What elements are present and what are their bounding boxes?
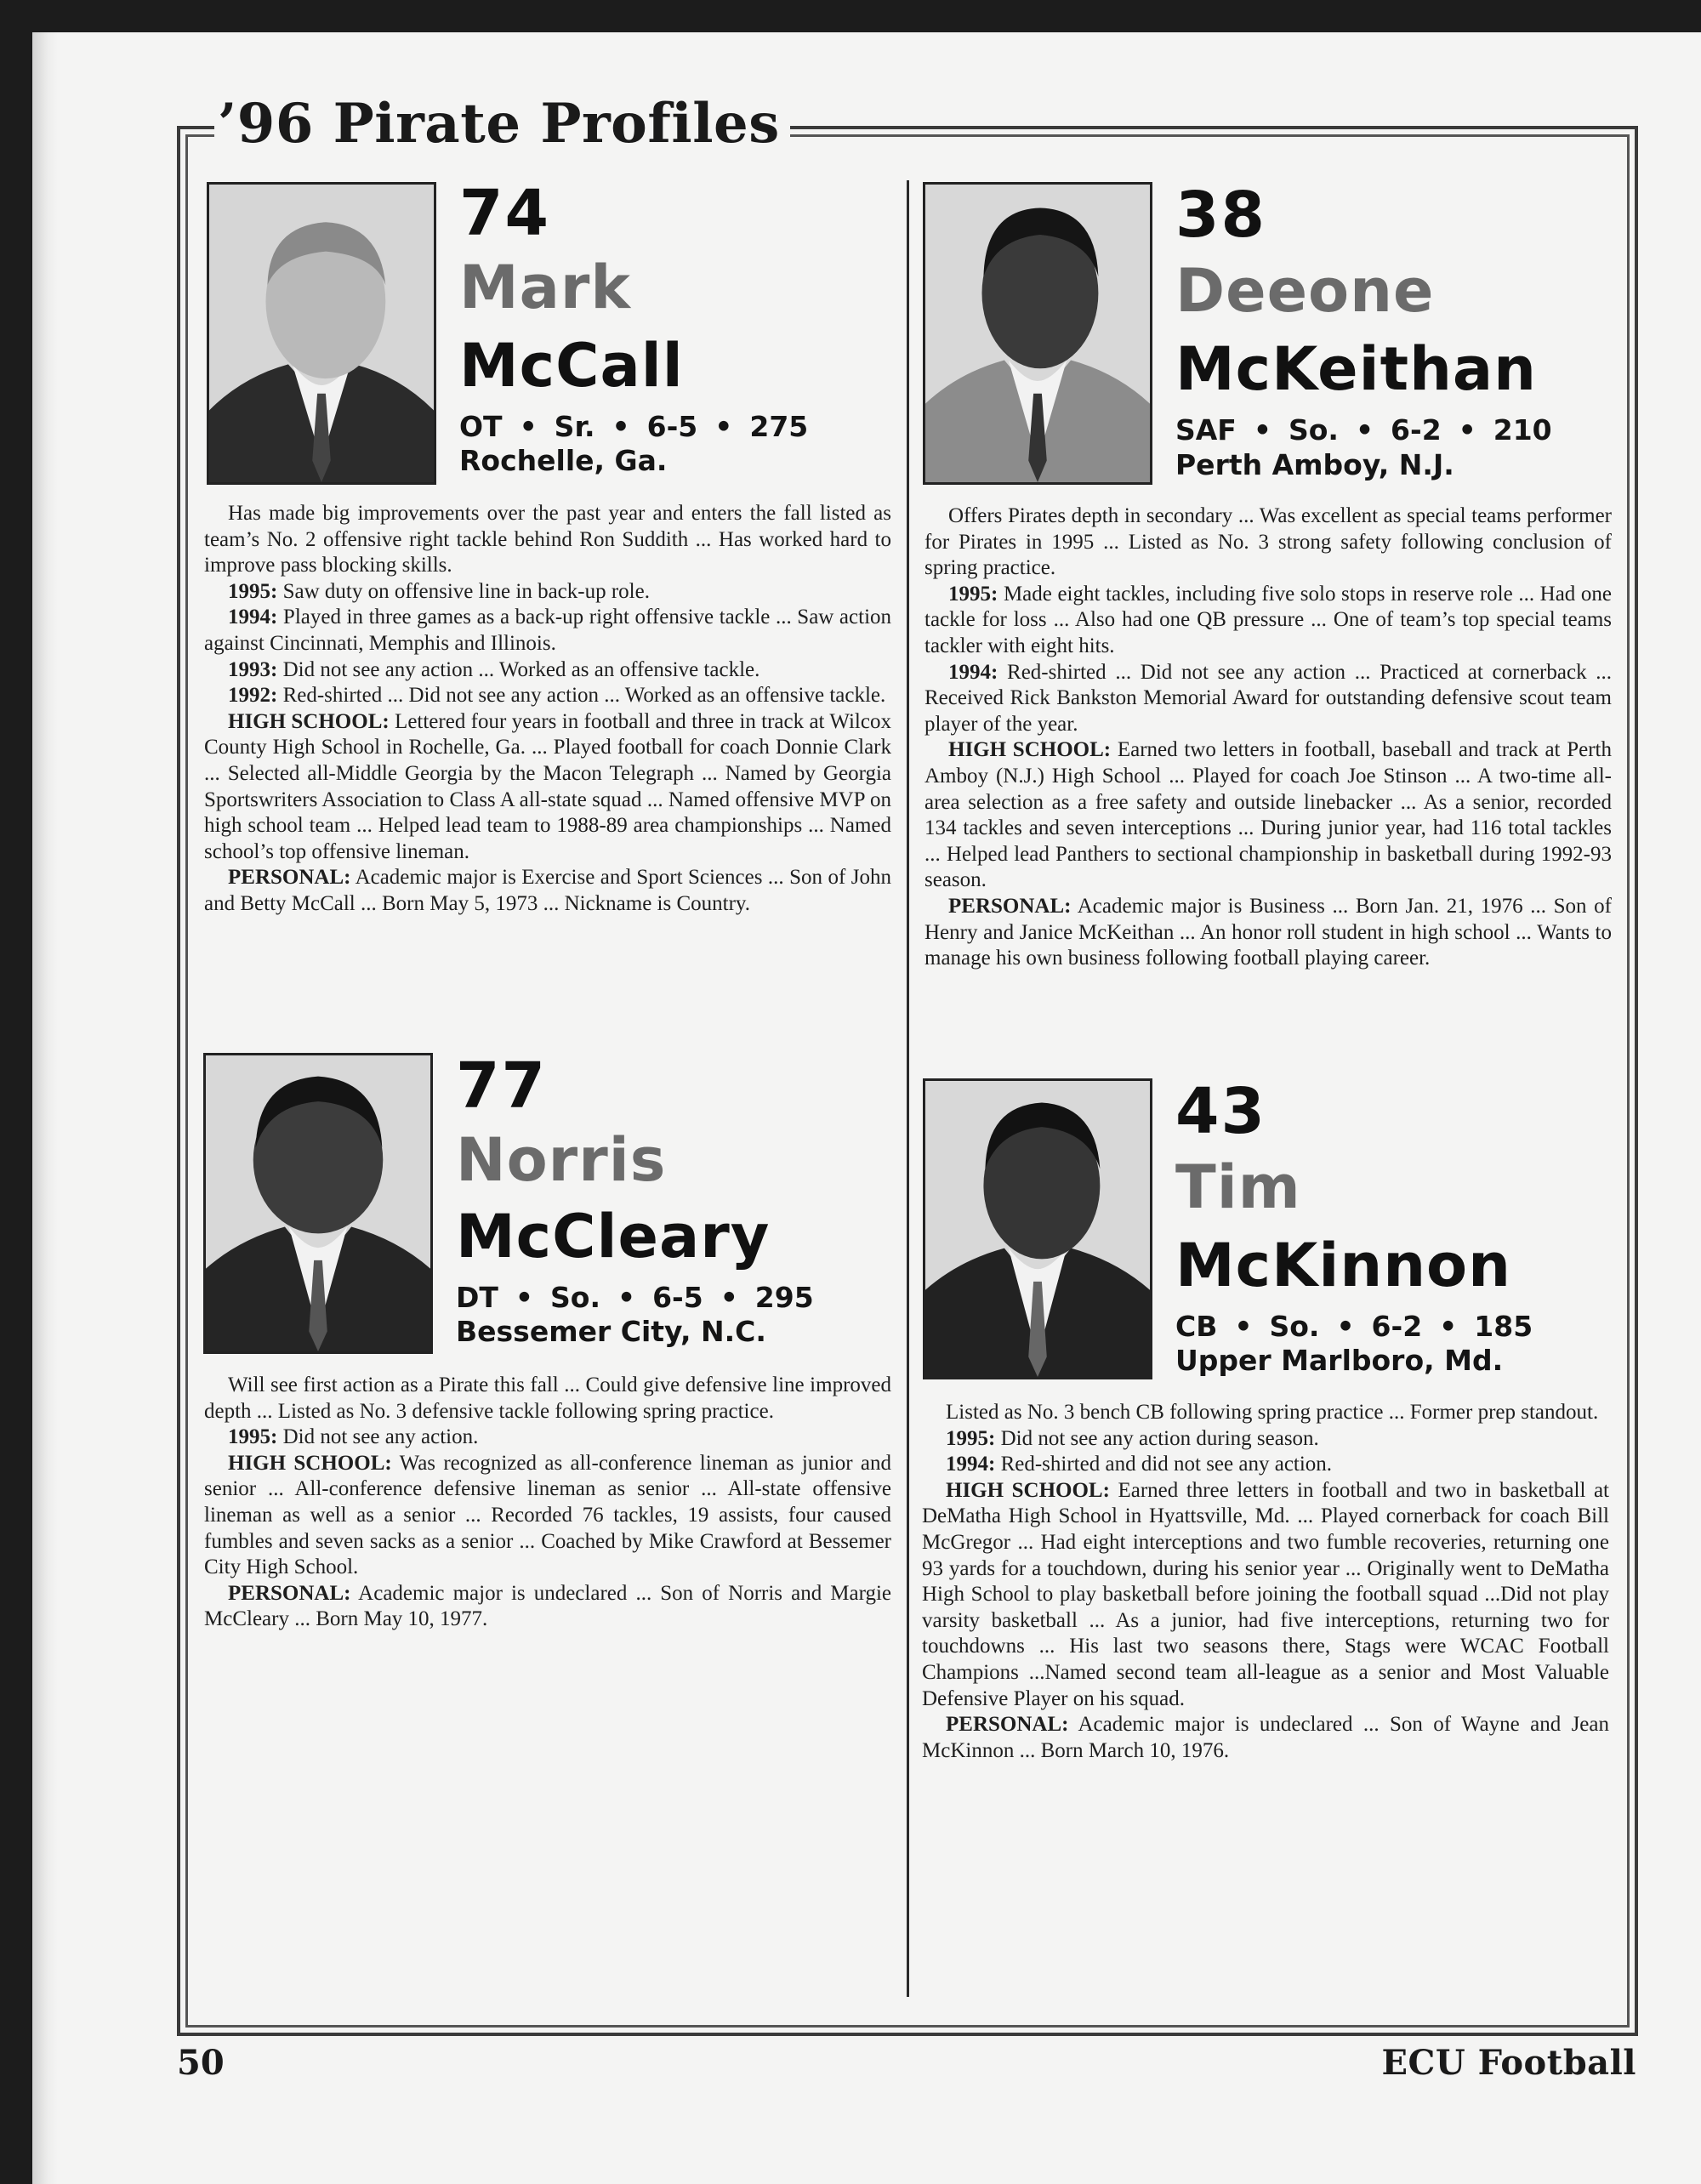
bio-paragraph: 1994: Played in three games as a back-up right offensive tackle ... Saw action against Cincinnati, Memphis and Illinois.: [204, 606, 892, 655]
player-vitals: CB • So. • 6-2 • 185: [1175, 1310, 1533, 1343]
first-name: Tim: [1175, 1152, 1301, 1222]
weight: 295: [754, 1281, 814, 1314]
bio-intro: Offers Pirates depth in secondary ... Was excellent as special teams performer for Pirates in 1995 ... Listed as No. 3 strong safety following conclusion of spring practice.: [924, 504, 1612, 580]
bio-paragraph: HIGH SCHOOL: Was recognized as all-conference lineman as junior and senior ... All-conference defensive lineman as senior ... All-state offensive lineman as well as a senior ... Recorded 76 tackles, 19 assists, four caused fumbles and seven sacks as a senior ... Coached by Mike Crawford at Bessemer City High School.: [204, 1451, 891, 1579]
position: SAF: [1175, 413, 1237, 446]
last-name: McCleary: [456, 1202, 771, 1271]
headshot-placeholder-icon: [925, 1081, 1150, 1377]
position: DT: [456, 1281, 498, 1314]
position: OT: [459, 410, 503, 443]
bio-paragraph: 1995: Did not see any action during season.: [946, 1426, 1319, 1450]
class-year: Sr.: [554, 410, 595, 443]
publication-name: ECU Football: [1381, 2043, 1636, 2083]
player-vitals: DT • So. • 6-5 • 295: [456, 1281, 814, 1314]
first-name: Norris: [456, 1125, 667, 1195]
last-name: McCall: [459, 331, 684, 401]
bio-intro: Will see first action as a Pirate this fall ... Could give defensive line improved depth ... Listed as No. 3 defensive tackle following spring practice.: [204, 1374, 891, 1423]
hometown: Rochelle, Ga.: [459, 444, 668, 477]
height: 6-2: [1371, 1310, 1423, 1343]
class-year: So.: [1269, 1310, 1320, 1343]
player-headshot-photo: [923, 182, 1152, 485]
last-name: McKinnon: [1175, 1231, 1511, 1300]
bio-paragraph: PERSONAL: Academic major is Business ... Born Jan. 21, 1976 ... Son of Henry and Janice McKeithan ... An honor roll student in high school ... Wants to manage his own business following football playing career.: [924, 894, 1613, 970]
class-year: So.: [1288, 413, 1339, 446]
jersey-number: 38: [1175, 179, 1266, 252]
hometown: Upper Marlboro, Md.: [1175, 1344, 1504, 1377]
bio-paragraph: 1992: Red-shirted ... Did not see any action ... Worked as an offensive tackle.: [228, 684, 886, 708]
position: CB: [1175, 1310, 1218, 1343]
height: 6-5: [652, 1281, 703, 1314]
player-vitals: SAF • So. • 6-2 • 210: [1175, 413, 1552, 446]
bio-paragraph: PERSONAL: Academic major is Exercise and Sport Sciences ... Son of John and Betty McCall ... Born May 5, 1973 ... Nickname is Country.: [204, 866, 891, 915]
height: 6-2: [1391, 413, 1442, 446]
last-name: McKeithan: [1175, 334, 1538, 404]
player-headshot-photo: [207, 182, 436, 485]
player-bio: [922, 1400, 1609, 1764]
bio-paragraph: 1994: Red-shirted and did not see any action.: [946, 1453, 1333, 1476]
bio-paragraph: 1995: Saw duty on offensive line in back-up role.: [228, 579, 650, 603]
weight: 185: [1474, 1310, 1533, 1343]
player-bio: [924, 503, 1612, 972]
headshot-placeholder-icon: [209, 185, 434, 482]
bio-paragraph: PERSONAL: Academic major is undeclared ... Son of Norris and Margie McCleary ... Born May 10, 1977.: [204, 1581, 892, 1631]
page-binding-shadow: [32, 32, 58, 2184]
bio-paragraph: 1993: Did not see any action ... Worked as an offensive tackle.: [228, 657, 760, 681]
page-title: ’96 Pirate Profiles: [214, 92, 790, 156]
first-name: Mark: [459, 253, 631, 322]
bio-paragraph: 1994: Red-shirted ... Did not see any action ... Practiced at cornerback ... Received Rick Bankston Memorial Award for outstanding defensive scout team player of the year.: [924, 660, 1612, 736]
player-headshot-photo: [923, 1078, 1152, 1379]
class-year: So.: [550, 1281, 600, 1314]
bio-paragraph: HIGH SCHOOL: Earned two letters in football, baseball and track at Perth Amboy (N.J.) High School ... Played for coach Joe Stinson ... A two-time all-area selection as a free safety and outside linebacker ... As a senior, recorded 134 tackles and seven interceptions ... During junior year, had 116 total tackles ... Helped lead Panthers to sectional championship in basketball during 1992-93 season.: [924, 738, 1612, 892]
bio-paragraph: 1995: Made eight tackles, including five solo stops in reserve role ... Had one tackle for loss ... Also had one QB pressure ... One of team’s top special teams tackler with eight hits.: [924, 582, 1613, 657]
bio-paragraph: PERSONAL: Academic major is undeclared ... Son of Wayne and Jean McKinnon ... Born March 10, 1976.: [922, 1713, 1609, 1762]
hometown: Bessemer City, N.C.: [456, 1315, 766, 1348]
jersey-number: 43: [1175, 1075, 1266, 1148]
bio-paragraph: 1995: Did not see any action.: [228, 1425, 479, 1449]
hometown: Perth Amboy, N.J.: [1175, 448, 1454, 481]
page-number: 50: [177, 2043, 225, 2083]
player-headshot-photo: [203, 1053, 433, 1354]
headshot-placeholder-icon: [925, 185, 1150, 482]
bio-intro: Listed as No. 3 bench CB following spring practice ... Former prep standout.: [946, 1401, 1599, 1424]
player-bio: [204, 501, 891, 918]
jersey-number: 74: [459, 177, 550, 250]
player-vitals: OT • Sr. • 6-5 • 275: [459, 410, 809, 443]
player-bio: [204, 1373, 891, 1633]
column-divider: [907, 180, 909, 1997]
headshot-placeholder-icon: [206, 1055, 430, 1351]
first-name: Deeone: [1175, 256, 1435, 326]
bio-intro: Has made big improvements over the past year and enters the fall listed as team’s No. 2 offensive right tackle behind Ron Suddith ... Has worked hard to improve pass blocking skills.: [204, 502, 891, 577]
weight: 275: [749, 410, 809, 443]
bio-paragraph: HIGH SCHOOL: Lettered four years in football and three in track at Wilcox County High School in Rochelle, Ga. ... Played football for coach Donnie Clark ... Selected all-Middle Georgia by the Macon Telegraph ... Named by Georgia Sportswriters Association to Class A all-state squad ... Named offensive MVP on high school team ... Helped lead team to 1988-89 area championships ... Named school’s top offensive lineman.: [204, 709, 891, 863]
weight: 210: [1493, 413, 1552, 446]
height: 6-5: [646, 410, 698, 443]
bio-paragraph: HIGH SCHOOL: Earned three letters in football and two in basketball at DeMatha High School in Hyattsville, Md. ... Played cornerback for coach Bill McGregor ... Had eight interceptions and two fumble recoveries, returning one 93 yards for a touchdown, during his senior year ... Originally went to DeMatha High School to play basketball before joining the football squad ...Did not play varsity basketball ... As a junior, had five interceptions, returning two for touchdowns ... His last two seasons there, Stags were WCAC Football Champions ...Named second team all-league as a senior and Most Valuable Defensive Player on his squad.: [922, 1478, 1609, 1710]
jersey-number: 77: [456, 1049, 547, 1123]
